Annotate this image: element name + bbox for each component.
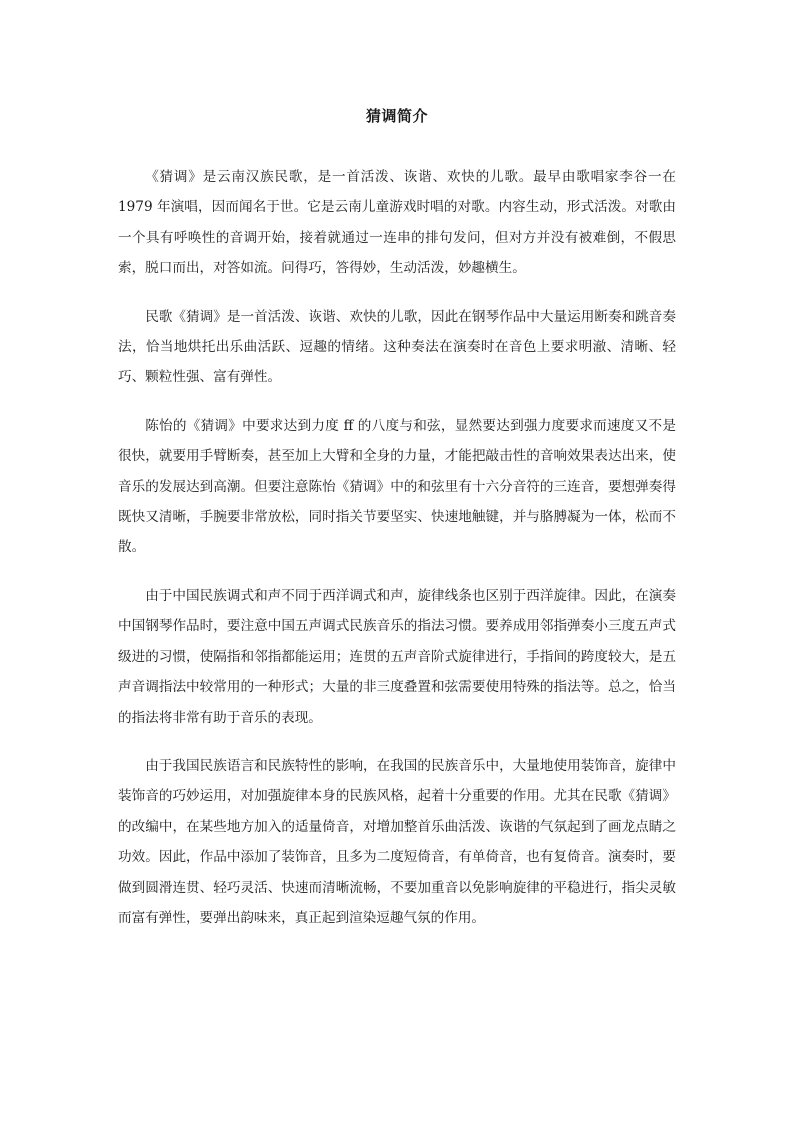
page-title: 猜调简介	[365, 107, 428, 125]
paragraph-ornaments: 由于我国民族语言和民族特性的影响，在我国的民族音乐中，大量地使用装饰音，旋律中装饰音的巧妙运用，对加强旋律本身的民族风格，起着十分重要的作用。尤其在民歌《猜调》的改编中，在某些地方加入的适量倚音，对增加整首乐曲活泼、诙谐的气氛起到了画龙点睛之功效。因此，作品中添加了装饰音，且多为二度短倚音，有单倚音，也有复倚音。演奏时，要做到圆滑连贯、轻巧灵活、快速而清晰流畅，不要加重音以免影响旋律的平稳进行，指尖灵敏而富有弹性，要弹出韵味来，真正起到渲染逗趣气氛的作用。	[118, 757, 676, 926]
paragraph-chords: 陈怡的《猜调》中要求达到力度 ff 的八度与和弦，显然要达到强力度要求而速度又不是很快，就要用手臂断奏，甚至加上大臂和全身的力量，才能把敲击性的音响效果表达出来，使音乐的发展达到高潮。但要注意陈怡《猜调》中的和弦里有十六分音符的三连音，要想弹奏得既快又清晰，手腕要非常放松，同时指关节要坚实、快速地触键，并与胳膊凝为一体，松而不散。	[118, 417, 676, 556]
document-body	[118, 162, 676, 933]
paragraph-intro: 《猜调》是云南汉族民歌，是一首活泼、诙谐、欢快的儿歌。最早由歌唱家李谷一在 1979 年演唱，因而闻名于世。它是云南儿童游戏时唱的对歌。内容生动，形式活泼。对歌由一个具有呼唤性的音调开始，接着就通过一连串的排句发问，但对方并没有被难倒，不假思索，脱口而出，对答如流。问得巧，答得妙，生动活泼，妙趣横生。	[118, 169, 676, 277]
paragraph-staccato: 民歌《猜调》是一首活泼、诙谐、欢快的儿歌，因此在钢琴作品中大量运用断奏和跳音奏法，恰当地烘托出乐曲活跃、逗趣的情绪。这种奏法在演奏时在音色上要求明澈、清晰、轻巧、颗粒性强、富有弹性。	[118, 308, 676, 386]
document-page	[118, 0, 676, 951]
paragraph-fingering: 由于中国民族调式和声不同于西洋调式和声，旋律线条也区别于西洋旋律。因此，在演奏中国钢琴作品时，要注意中国五声调式民族音乐的指法习惯。要养成用邻指弹奏小三度五声式级进的习惯，使隔指和邻指都能运用；连贯的五声音阶式旋律进行，手指间的跨度较大，是五声音调指法中较常用的一种形式；大量的非三度叠置和弦需要使用特殊的指法等。总之，恰当的指法将非常有助于音乐的表现。	[118, 587, 676, 726]
